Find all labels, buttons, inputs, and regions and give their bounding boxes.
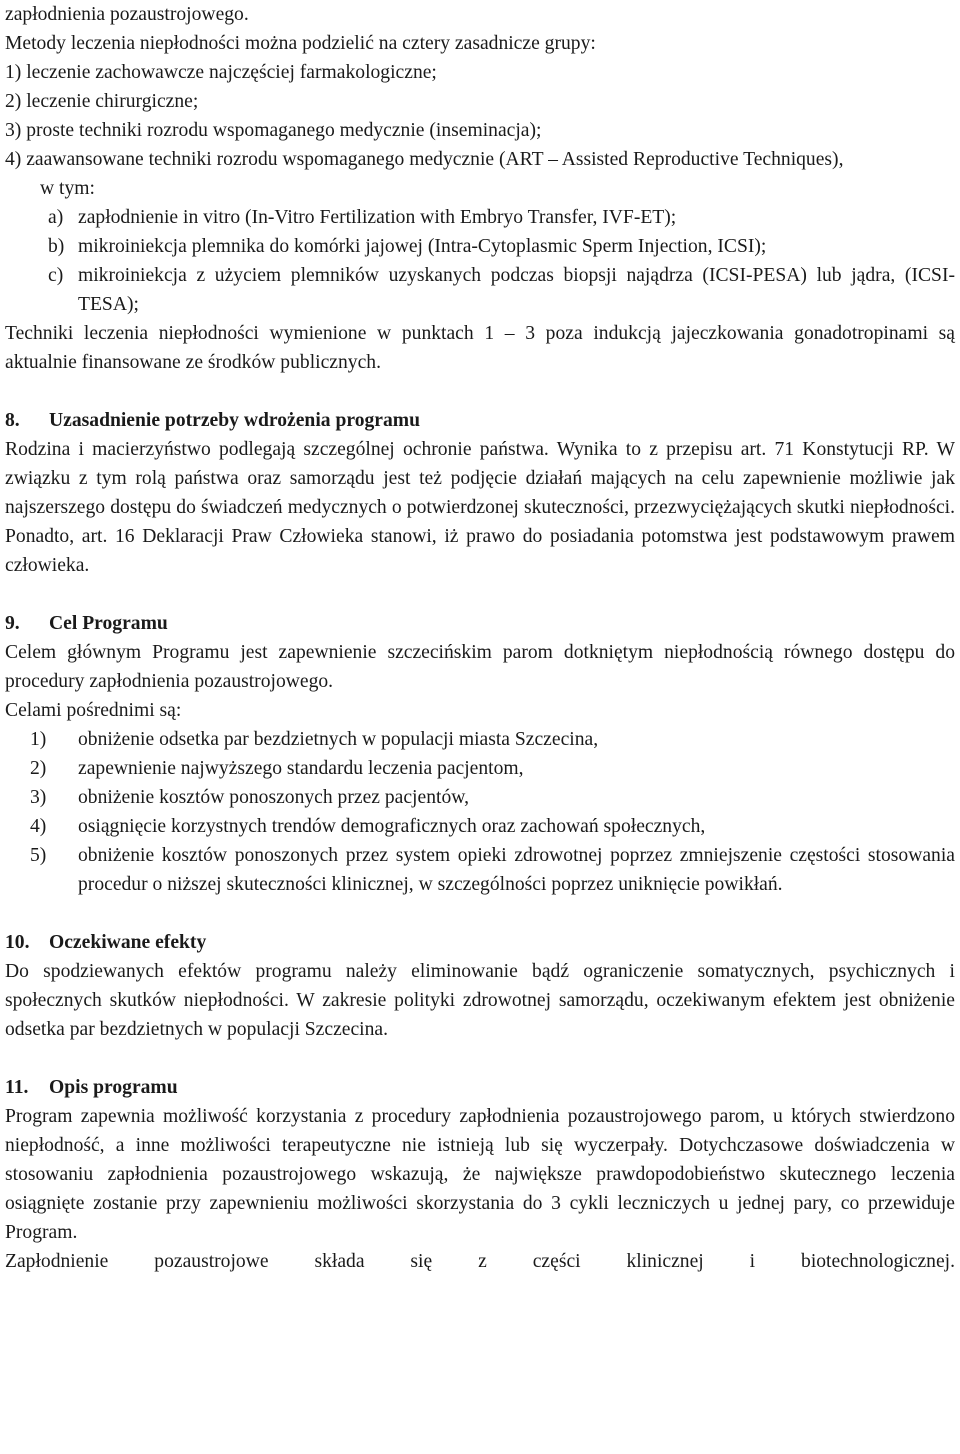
- section-title: Cel Programu: [49, 613, 168, 634]
- section-11-body: Program zapewnia możliwość korzystania z procedury zapłodnienia pozaustrojowego parom, u których stwierdzono niepłodność, a inne możliwości terapeutyczne nie istnieją lub się wyczerpały. Dotychczasowe doświadczenia w stosowaniu zapłodnienia pozaustrojowego wskazują, że największe prawdopodobieństwo skutecznego leczenia osiągnięte zostanie przy zapewnieniu możliwości skorzystania do 3 cykli leczniczych u jednej pary, co przewiduje Program.: [5, 1106, 955, 1243]
- section-number: 11.: [5, 1077, 29, 1098]
- section-8-body: Rodzina i macierzyństwo podlegają szczególnej ochronie państwa. Wynika to z przepisu art. 71 Konstytucji RP. W związku z tym rolą państwa oraz samorządu jest też podjęcie działań mających na celu zapewnienie możliwie jak najszerszego dostępu do świadczeń medycznych o potwierdzonej skuteczności, przezwyciężających skutki niepłodności. Ponadto, art. 16 Deklaracji Praw Człowieka stanowi, iż prawo do posiadania potomstwa jest podstawowym prawem człowieka.: [5, 439, 955, 576]
- list-item-text: zapłodnienie in vitro (In-Vitro Fertilization with Embryo Transfer, IVF-ET);: [78, 207, 677, 228]
- list-item: 2) leczenie chirurgiczne;: [5, 91, 199, 112]
- list-item-label: 4): [30, 816, 47, 837]
- section-title: Oczekiwane efekty: [49, 932, 207, 953]
- in-which-label: w tym:: [40, 178, 95, 199]
- summary-paragraph: Techniki leczenia niepłodności wymienione w punktach 1 – 3 poza indukcją jajeczkowania gonadotropinami są aktualnie finansowane ze środków publicznych.: [5, 323, 955, 373]
- section-heading-11: [5, 1073, 955, 1102]
- list-item-label: 5): [30, 845, 47, 866]
- document-page: [5, 0, 955, 1276]
- list-item-text: mikroiniekcja z użyciem plemników uzyskanych podczas biopsji najądrza (ICSI-PESA) lub jądra, (ICSI-TESA);: [78, 265, 955, 315]
- list-item: [5, 783, 955, 812]
- list-item: 1) leczenie zachowawcze najczęściej farmakologiczne;: [5, 62, 437, 83]
- section-number: 10.: [5, 932, 30, 953]
- list-item-label: 1): [30, 729, 47, 750]
- list-item-label: b): [48, 236, 65, 257]
- list-item: 4) zaawansowane techniki rozrodu wspomaganego medycznie (ART – Assisted Reproductive Techniques),: [5, 149, 844, 170]
- methods-list: [5, 58, 955, 174]
- list-item-text: mikroiniekcja plemnika do komórki jajowej (Intra-Cytoplasmic Sperm Injection, ICSI);: [78, 236, 767, 257]
- section-number: 8.: [5, 410, 20, 431]
- list-item: 3) proste techniki rozrodu wspomaganego medycznie (inseminacja);: [5, 120, 542, 141]
- sub-methods-list: [5, 203, 955, 319]
- methods-intro: Metody leczenia niepłodności można podzielić na cztery zasadnicze grupy:: [5, 33, 596, 54]
- goals-list: [5, 725, 955, 899]
- section-number: 9.: [5, 613, 20, 634]
- intro-fragment: zapłodnienia pozaustrojowego.: [5, 4, 249, 25]
- list-item: [5, 841, 955, 899]
- section-heading-9: [5, 609, 955, 638]
- section-heading-8: [5, 406, 955, 435]
- list-item-text: zapewnienie najwyższego standardu leczenia pacjentom,: [78, 758, 524, 779]
- list-item-label: 2): [30, 758, 47, 779]
- list-item: [5, 725, 955, 754]
- section-heading-10: [5, 928, 955, 957]
- section-11-last-line: Zapłodnienie pozaustrojowe składa się z części klinicznej i biotechnologicznej.: [5, 1251, 955, 1272]
- list-item-label: a): [48, 207, 64, 228]
- list-item-label: c): [48, 265, 64, 286]
- section-title: Opis programu: [49, 1077, 178, 1098]
- goals-intro: Celami pośrednimi są:: [5, 700, 182, 721]
- section-9-body: Celem głównym Programu jest zapewnienie szczecińskim parom dotkniętym niepłodnością równego dostępu do procedury zapłodnienia pozaustrojowego.: [5, 642, 955, 692]
- section-10-body: Do spodziewanych efektów programu należy eliminowanie bądź ograniczenie somatycznych, psychicznych i społecznych skutków niepłodności. W zakresie polityki zdrowotnej samorządu, oczekiwanym efektem jest obniżenie odsetka par bezdzietnych w populacji Szczecina.: [5, 961, 955, 1040]
- list-item-text: obniżenie odsetka par bezdzietnych w populacji miasta Szczecina,: [78, 729, 599, 750]
- list-item: [5, 232, 955, 261]
- list-item: [5, 203, 955, 232]
- list-item-text: osiągnięcie korzystnych trendów demograficznych oraz zachowań społecznych,: [78, 816, 706, 837]
- list-item: [5, 812, 955, 841]
- list-item: [5, 754, 955, 783]
- list-item-text: obniżenie kosztów ponoszonych przez pacjentów,: [78, 787, 470, 808]
- list-item: [5, 261, 955, 319]
- section-title: Uzasadnienie potrzeby wdrożenia programu: [49, 410, 420, 431]
- list-item-label: 3): [30, 787, 47, 808]
- list-item-text: obniżenie kosztów ponoszonych przez system opieki zdrowotnej poprzez zmniejszenie częstości stosowania procedur o niższej skuteczności klinicznej, w szczególności poprzez uniknięcie powikłań.: [78, 845, 955, 895]
